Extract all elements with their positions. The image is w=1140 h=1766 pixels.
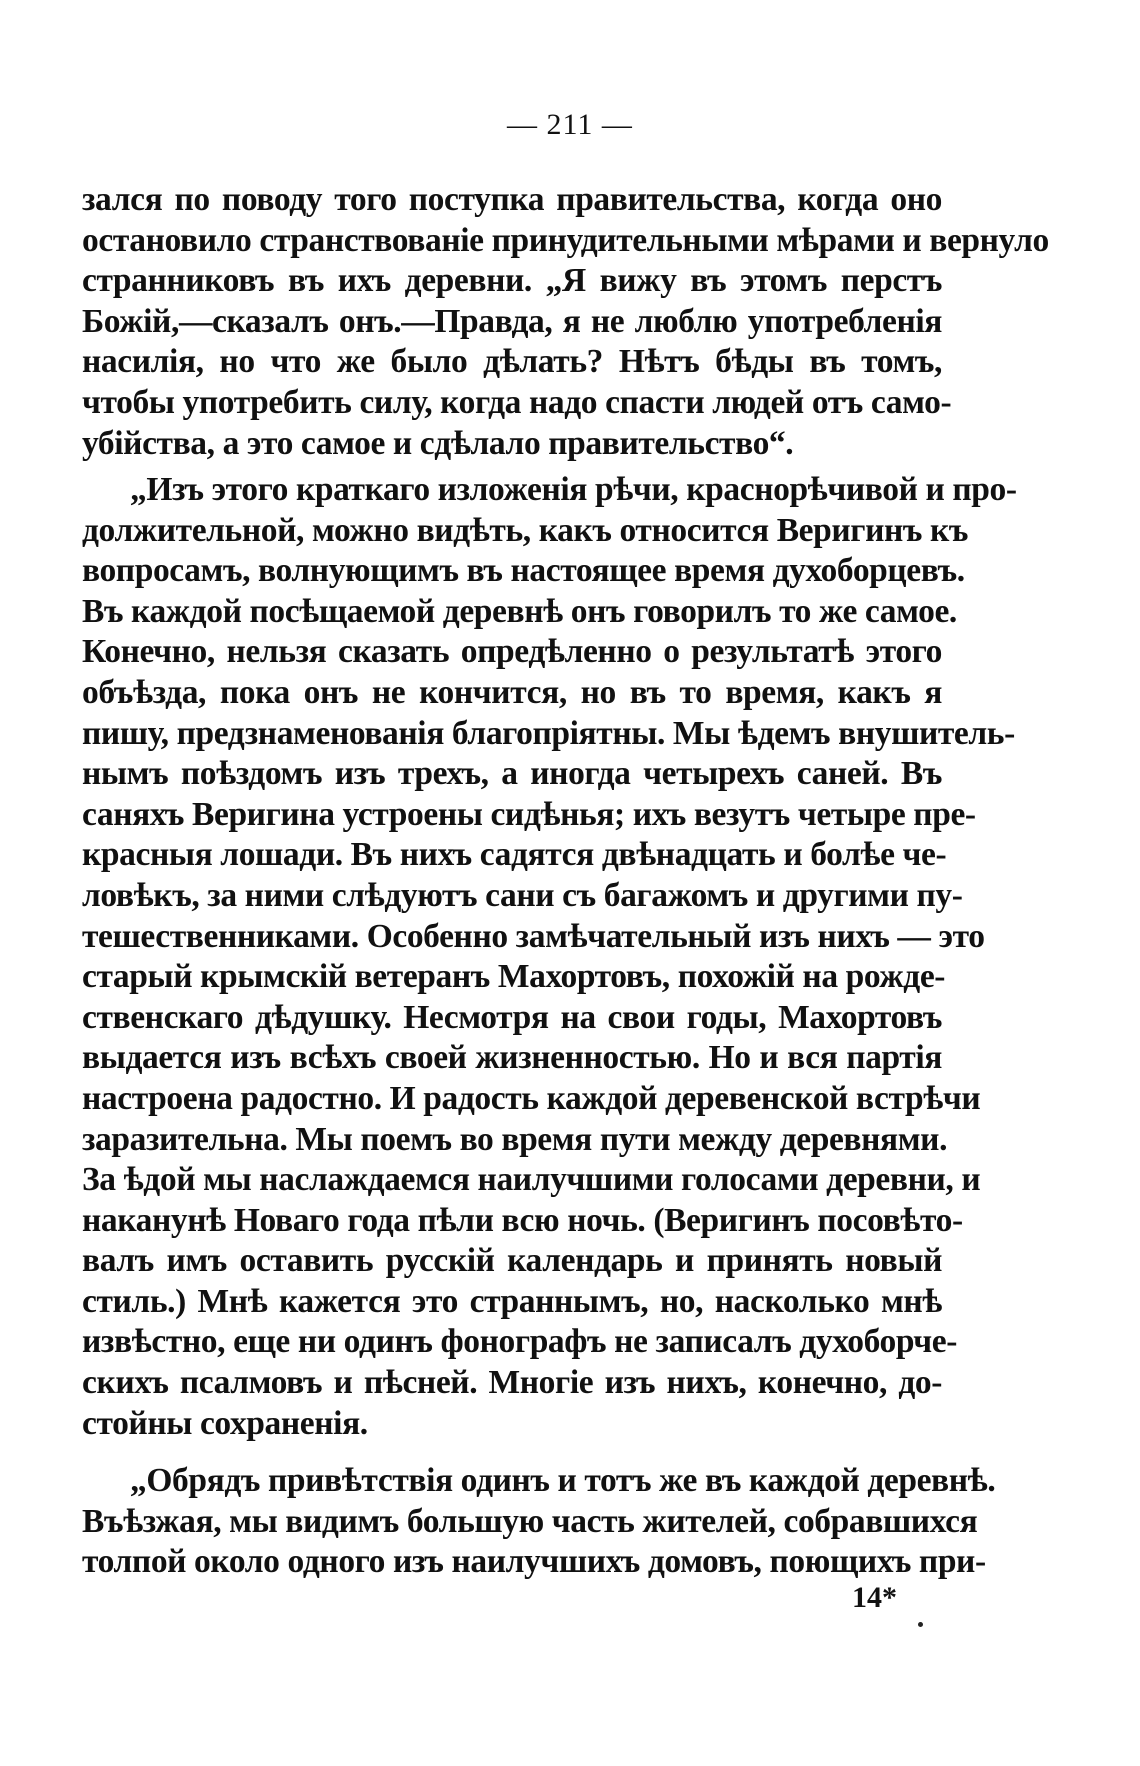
text-line: вопросамъ, волнующимъ въ настоящее время духоборцевъ. (82, 552, 965, 590)
text-line: наканунѣ Новаго года пѣли всю ночь. (Веригинъ посовѣто- (82, 1201, 963, 1239)
text-line: настроена радостно. И радость каждой деревенской встрѣчи (82, 1079, 981, 1117)
text-line: ловѣкъ, за ними слѣдуютъ сани съ багажомъ и другими пу- (82, 876, 963, 914)
text-line: пишу, предзнаменованія благопріятны. Мы ѣдемъ внушитель- (82, 714, 1015, 752)
text-line: должительной, можно видѣть, какъ относится Веригинъ къ (82, 511, 969, 549)
text-line: Божій,—сказалъ онъ.—Правда, я не люблю употребленія (82, 302, 942, 340)
text-line: заразительна. Мы поемъ во время пути между деревнями. (82, 1120, 948, 1158)
text-line: убійства, а это самое и сдѣлало правительство“. (82, 424, 794, 462)
text-line: красныя лошади. Въ нихъ садятся двѣнадцать и болѣе че- (82, 836, 947, 874)
text-line: саняхъ Веригина устроены сидѣнья; ихъ везутъ четыре пре- (82, 795, 976, 833)
text-line: Конечно, нельзя сказать опредѣленно о результатѣ этого (82, 633, 942, 671)
text-line: За ѣдой мы наслаждаемся наилучшими голосами деревни, и (82, 1161, 981, 1199)
print-dot (918, 1622, 923, 1627)
text-line: нымъ поѣздомъ изъ трехъ, а иногда четырехъ саней. Въ (82, 755, 942, 793)
text-line: скихъ псалмовъ и пѣсней. Многіе изъ нихъ, конечно, до- (82, 1364, 942, 1402)
text-line: валъ имъ оставить русскій календарь и принять новый (82, 1242, 942, 1280)
text-line: „Изъ этого краткаго изложенія рѣчи, краснорѣчивой и про- (130, 471, 1017, 508)
signature-mark: 14* (852, 1581, 897, 1614)
text-line: зался по поводу того поступка правительства, когда оно (82, 181, 942, 218)
text-line: Въ каждой посѣщаемой деревнѣ онъ говорилъ то же самое. (82, 592, 957, 630)
text-line: стойны сохраненія. (82, 1404, 368, 1442)
text-line: толпой около одного изъ наилучшихъ домовъ, поющихъ при- (82, 1543, 986, 1581)
text-line: объѣзда, пока онъ не кончится, но въ то время, какъ я (82, 673, 942, 711)
page-number: — 211 — (507, 108, 633, 141)
text-line: старый крымскій ветеранъ Махортовъ, похожій на рожде- (82, 958, 946, 996)
paragraph-3 (82, 1461, 996, 1583)
text-line: насилія, но что же было дѣлать? Нѣтъ бѣды въ томъ, (82, 343, 942, 381)
text-line: ственскаго дѣдушку. Несмотря на свои годы, Махортовъ (82, 998, 942, 1036)
text-line: выдается изъ всѣхъ своей жизненностью. Но и вся партія (82, 1039, 942, 1077)
text-line: тешественниками. Особенно замѣчательный изъ нихъ — это (82, 917, 985, 955)
text-line: „Обрядъ привѣтствія одинъ и тотъ же въ каждой деревнѣ. (130, 1462, 996, 1499)
text-line: стиль.) Мнѣ кажется это страннымъ, но, насколько мнѣ (82, 1282, 942, 1320)
paragraph-2 (82, 470, 1017, 1444)
text-line: Въѣзжая, мы видимъ большую часть жителей, собравшихся (82, 1502, 978, 1540)
text-line: остановило странствованіе принудительными мѣрами и вернуло (82, 221, 1049, 259)
paragraph-1 (82, 180, 1049, 464)
text-line: извѣстно, еще ни одинъ фонографъ не записалъ духоборче- (82, 1323, 957, 1361)
text-line: странниковъ въ ихъ деревни. „Я вижу въ этомъ перстъ (82, 262, 942, 300)
text-line: чтобы употребить силу, когда надо спасти людей отъ само- (82, 383, 952, 421)
